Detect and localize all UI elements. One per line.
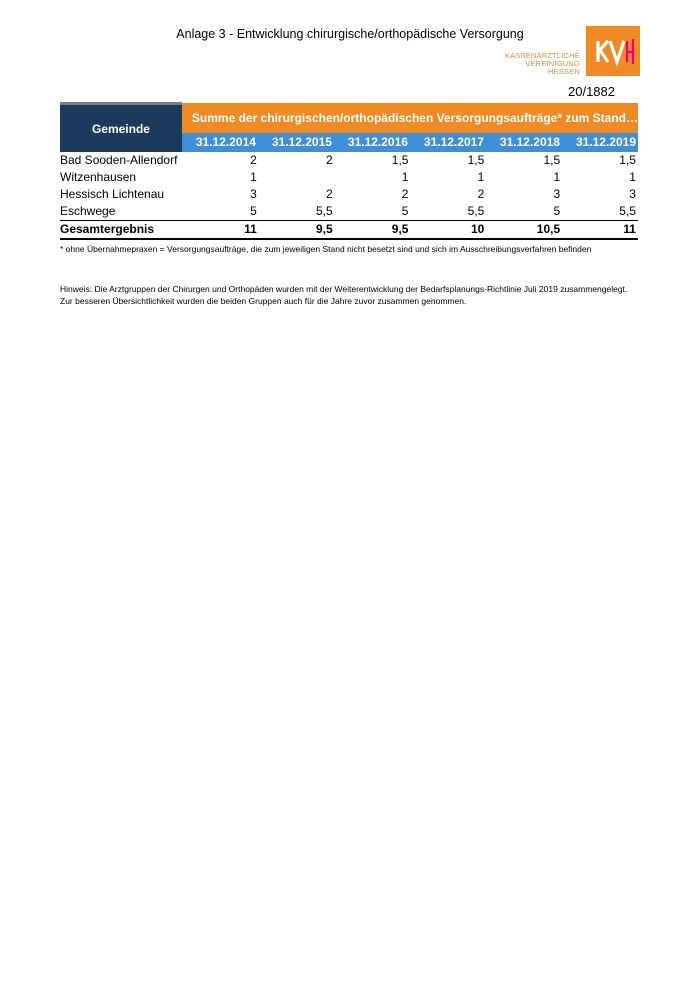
cell-value: 1	[477, 170, 485, 184]
cell-value: 2	[401, 187, 409, 201]
cell-value: 1	[250, 170, 257, 184]
logo-line-2: VEREINIGUNG	[525, 59, 580, 68]
cell-value: 1	[401, 170, 409, 184]
cell-value: 3	[250, 187, 257, 201]
header-date: 31.12.2015	[271, 135, 332, 149]
cell-value: 5	[250, 204, 257, 218]
total-value: 10,5	[536, 222, 561, 236]
total-label: Gesamtergebnis	[60, 222, 155, 236]
logo-line-1: KASSENÄRZTLICHE	[504, 51, 580, 60]
row-name: Bad Sooden-Allendorf	[60, 153, 178, 167]
total-value: 11	[623, 222, 636, 236]
kv-logo-icon	[586, 26, 640, 76]
cell-value: 1	[629, 170, 636, 184]
total-value: 9,5	[315, 222, 333, 236]
cell-value: 5,5	[619, 204, 636, 218]
logo-text	[505, 52, 580, 76]
cell-value: 2	[325, 153, 333, 167]
cell-value	[259, 169, 335, 186]
total-value: 10	[470, 222, 485, 236]
row-name: Hessisch Lichtenau	[60, 187, 165, 201]
cell-value: 2	[477, 187, 485, 201]
table-row	[60, 169, 638, 186]
cell-value: 2	[250, 153, 257, 167]
hint-note: Hinweis: Die Arztgruppen der Chirurgen und Orthopäden wurden mit der Weiterentwicklung der Bedarfsplanungs-Richtlinie Juli 2019 zusammengelegt. Zur besseren Übersichtlichkeit wurden die beiden Gruppen auch für die Jahre zuvor zusammen genommen.	[60, 284, 628, 306]
kv-logo	[586, 26, 640, 76]
cell-value: 3	[629, 187, 636, 201]
header-date: 31.12.2017	[423, 135, 484, 149]
header-right	[182, 102, 638, 152]
cell-value: 1,5	[391, 153, 409, 167]
cell-value: 5,5	[467, 204, 485, 218]
cell-value: 3	[553, 187, 561, 201]
row-name: Witzenhausen	[60, 170, 137, 184]
cell-value: 1,5	[543, 153, 561, 167]
cell-value: 1,5	[467, 153, 485, 167]
cell-value: 2	[325, 187, 333, 201]
header-date: 31.12.2014	[195, 135, 256, 149]
cell-value: 1,5	[619, 153, 636, 167]
cell-value: 5	[553, 204, 561, 218]
page-title: Anlage 3 - Entwicklung chirurgische/orthopädische Versorgung	[176, 27, 524, 41]
header-gemeinde: Gemeinde	[60, 102, 182, 152]
header-date: 31.12.2019	[575, 135, 636, 149]
versorgung-table	[60, 102, 638, 240]
header-date: 31.12.2016	[347, 135, 408, 149]
header-date: 31.12.2018	[499, 135, 560, 149]
cell-value: 5,5	[315, 204, 333, 218]
total-value: 9,5	[391, 222, 409, 236]
cell-value: 1	[553, 170, 561, 184]
logo-line-3: HESSEN	[547, 67, 580, 76]
header-summe: Summe der chirurgischen/orthopädischen Versorgungsaufträge* zum Stand…	[182, 102, 638, 133]
cell-value: 5	[401, 204, 409, 218]
total-row	[60, 220, 638, 240]
row-name: Eschwege	[60, 204, 116, 218]
footnote: * ohne Übernahmepraxen = Versorgungsaufträge, die zum jeweiligen Stand nicht besetzt sind und sich im Ausschreibungsverfahren befinden	[60, 244, 592, 254]
document-number: 20/1882	[568, 84, 615, 99]
header-dates	[182, 133, 638, 152]
total-value: 11	[244, 222, 257, 236]
table-row	[60, 203, 638, 220]
table-row	[60, 152, 638, 169]
table-row	[60, 186, 638, 203]
table-header	[60, 102, 638, 152]
